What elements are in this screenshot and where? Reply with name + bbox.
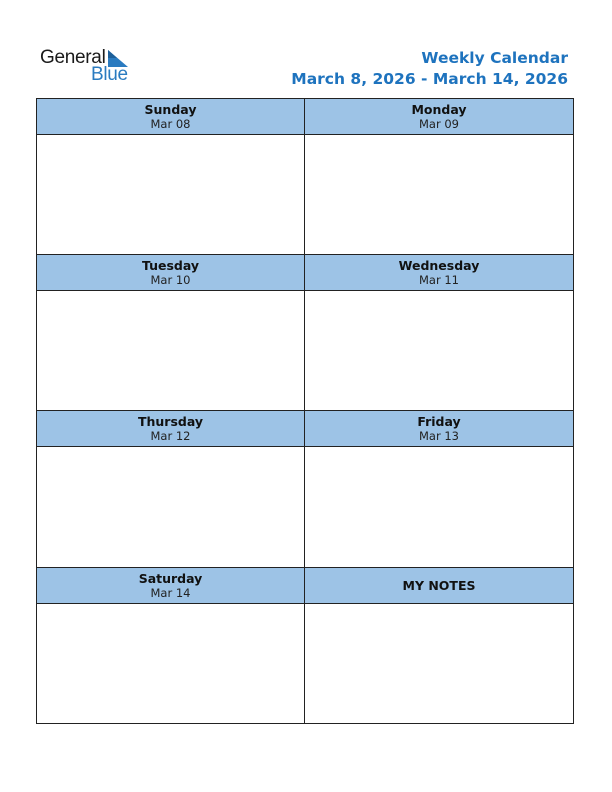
notes-header [305,568,573,604]
day-cell-saturday [37,568,305,723]
day-writing-area[interactable] [37,135,304,254]
day-writing-area[interactable] [305,447,573,567]
day-date: Mar 08 [150,117,191,131]
day-writing-area[interactable] [37,604,304,723]
day-cell-tuesday [37,255,305,411]
day-writing-area[interactable] [305,135,573,254]
day-name: Thursday [137,414,204,429]
day-header [305,411,573,447]
day-name: Saturday [138,571,203,586]
day-header [37,411,304,447]
day-cell-thursday [37,411,305,568]
day-writing-area[interactable] [37,291,304,410]
logo-text-general: General [40,47,106,68]
day-cell-sunday [37,99,305,255]
day-date: Mar 09 [419,117,459,131]
day-name: Wednesday [398,258,480,273]
day-header [37,568,304,604]
day-header [305,255,573,291]
week-grid [36,98,574,724]
notes-cell [305,568,573,723]
day-name: Tuesday [141,258,200,273]
day-header [305,99,573,135]
logo-text-blue: Blue [91,64,128,85]
day-date: Mar 13 [419,429,459,443]
page-title: Weekly Calendar [421,49,568,67]
day-name: Monday [411,102,467,117]
calendar-title-block [291,48,568,89]
notes-writing-area[interactable] [305,604,573,723]
day-writing-area[interactable] [305,291,573,410]
day-cell-monday [305,99,573,255]
day-date: Mar 12 [150,429,191,443]
day-date: Mar 11 [419,273,459,287]
notes-label: MY NOTES [402,578,476,593]
day-name: Friday [417,414,461,429]
day-cell-friday [305,411,573,568]
day-header [37,255,304,291]
day-name: Sunday [144,102,197,117]
day-writing-area[interactable] [37,447,304,567]
brand-logo [40,47,140,87]
day-date: Mar 14 [150,586,191,600]
day-header [37,99,304,135]
date-range: March 8, 2026 - March 14, 2026 [291,70,568,88]
day-cell-wednesday [305,255,573,411]
day-date: Mar 10 [150,273,191,287]
